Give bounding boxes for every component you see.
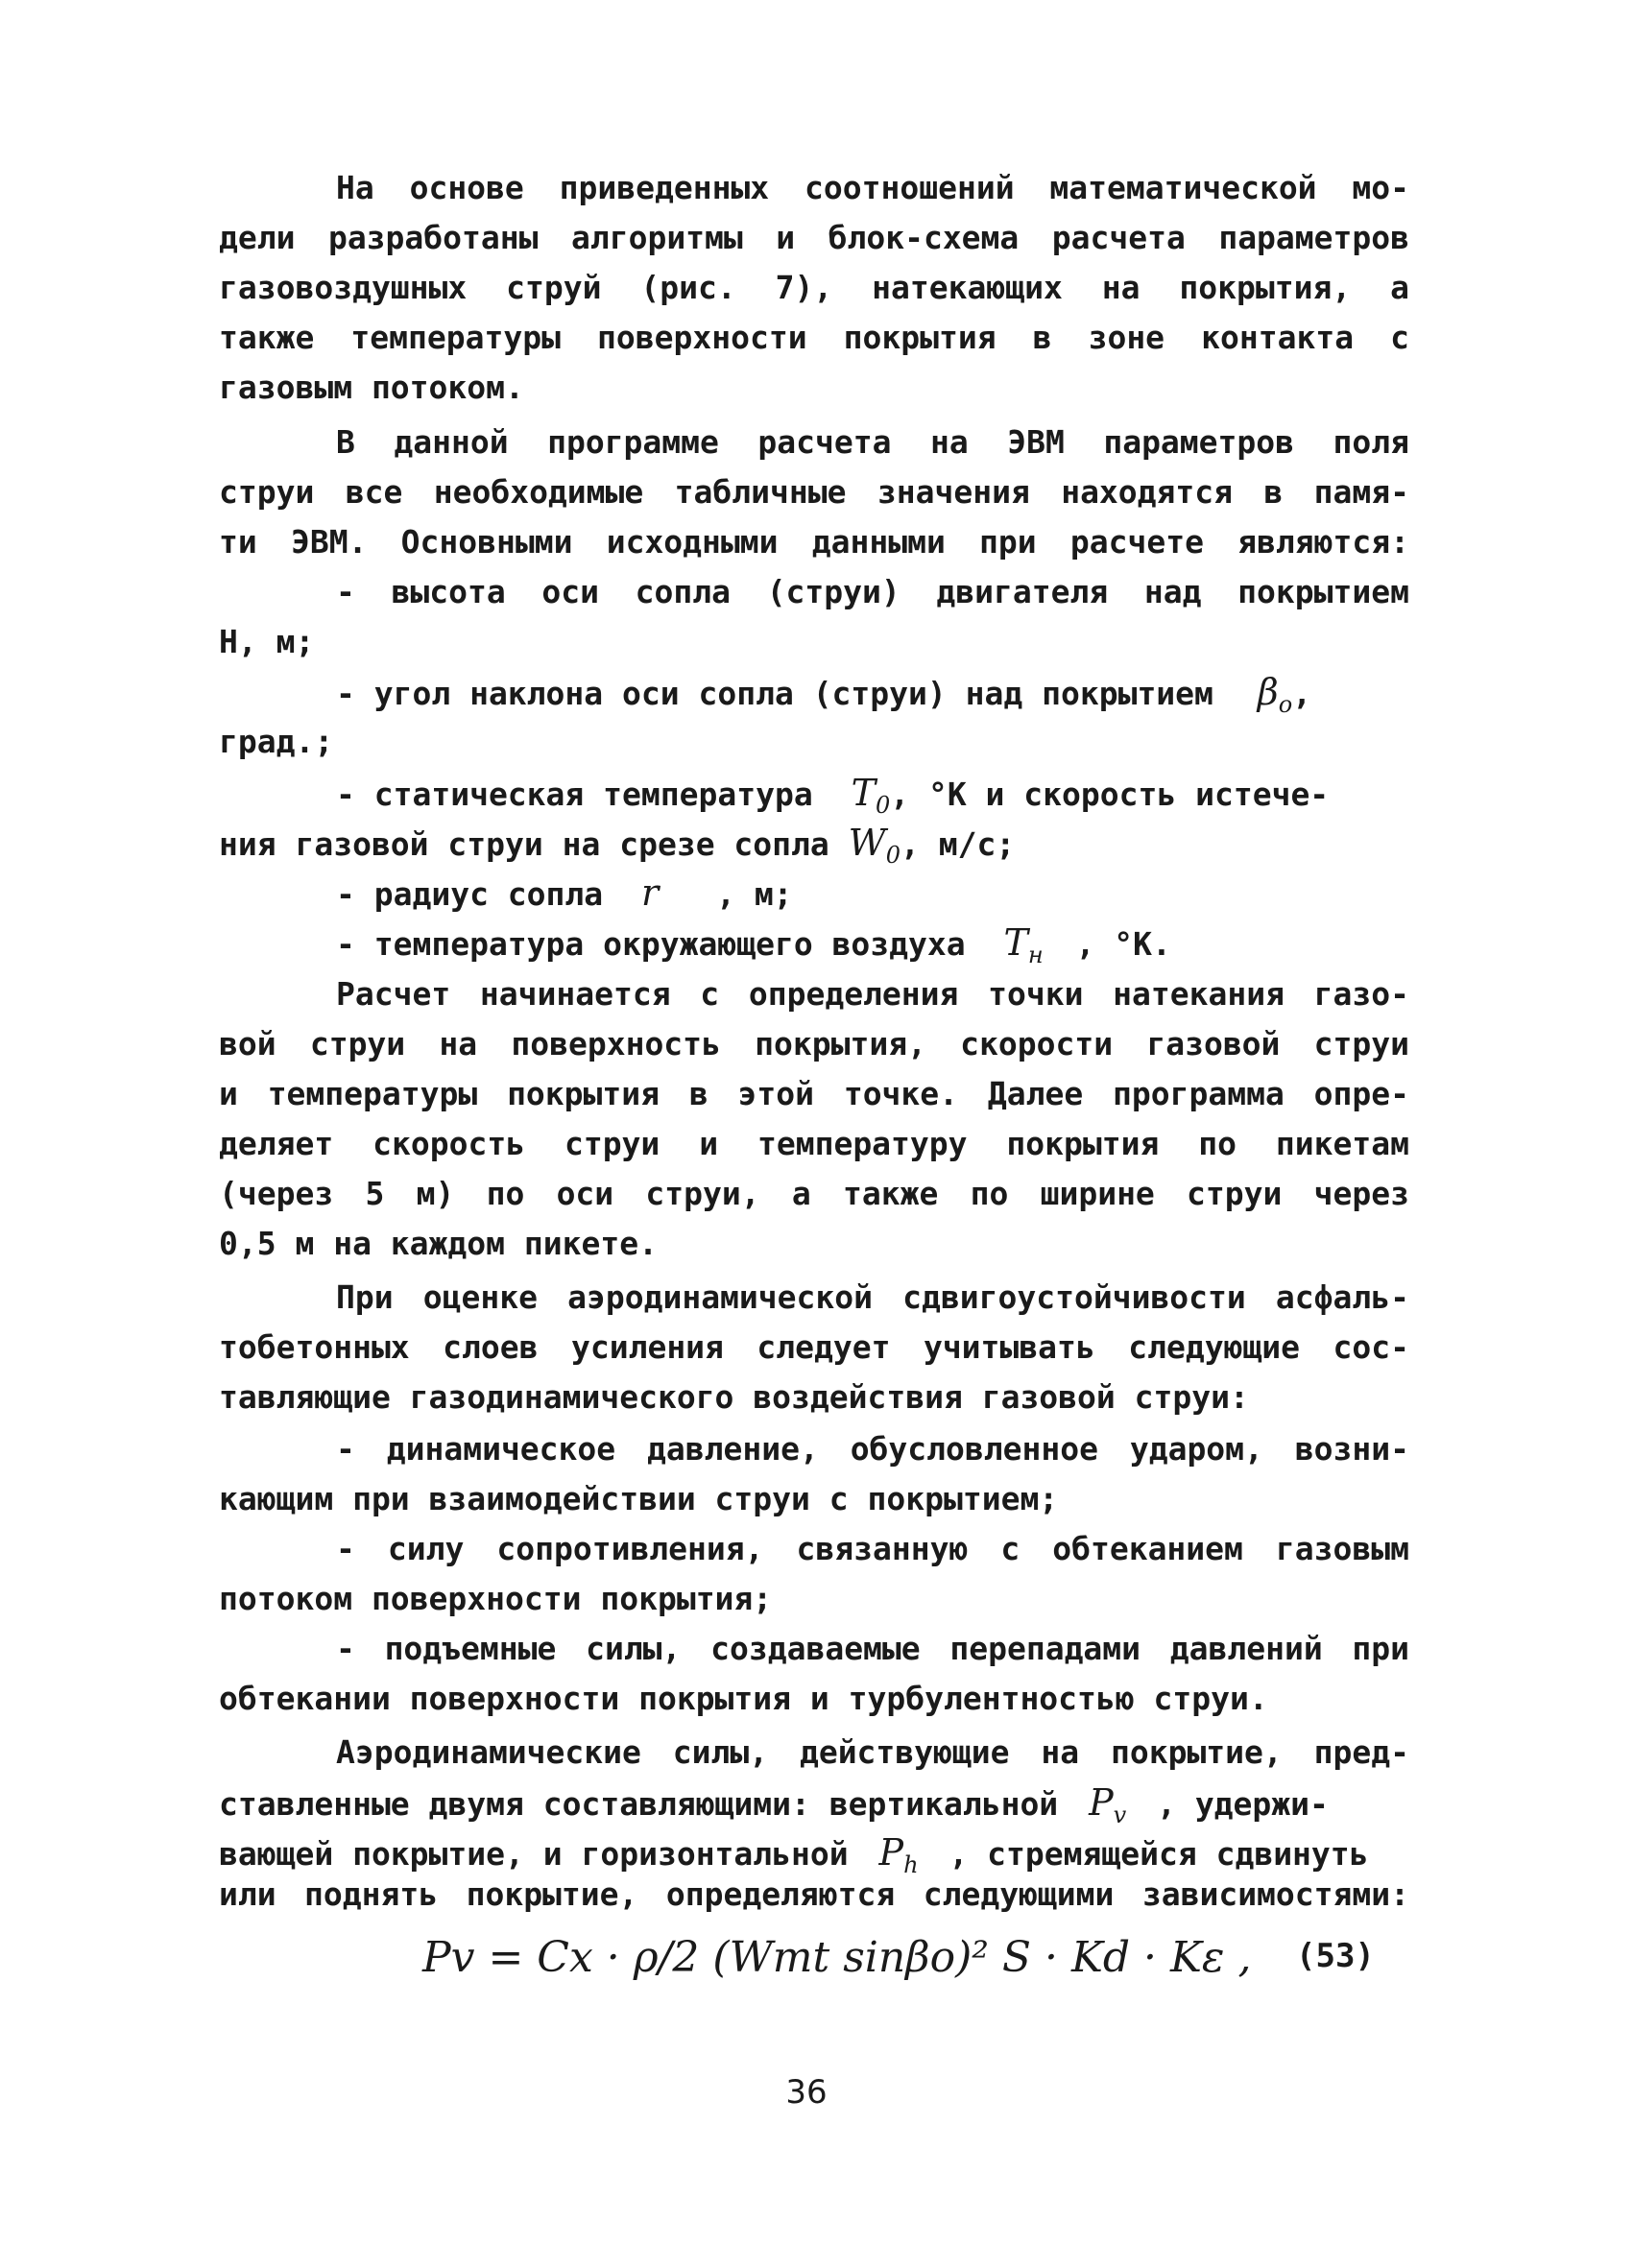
page-number: 36 [785,2073,828,2112]
list1-item2-text: - угол наклона оси сопла (струи) над покрытием [336,675,1213,712]
t0-subscript: 0 [875,792,891,819]
equation-number: (53) [1296,1937,1375,1975]
list2-item2-line2: потоком поверхности покрытия; [219,1580,773,1617]
paragraph-5-line-3-text: вающей покрытие, и горизонтальной [219,1835,849,1873]
pv-subscript: v [1113,1802,1127,1828]
paragraph-3-line-2: вой струи на поверхность покрытия, скорости газовой струи [219,1025,1409,1062]
paragraph-2-line-3: ти ЭВМ. Основными исходными данными при расчете являются: [219,523,1409,561]
paragraph-4-line-1: При оценке аэродинамической сдвигоустойчивости асфаль- [336,1278,1409,1316]
r-symbol: r [641,871,660,914]
list1-item5-text: - температура окружающего воздуха [336,925,966,963]
list1-item1-line1: - высота оси сопла (струи) двигателя над покрытием [336,573,1409,610]
paragraph-5-line-3-end: , стремящейся сдвинуть [949,1835,1369,1873]
list1-item4 [336,868,1409,919]
list1-item2-comma: , [1292,675,1312,712]
tn-subscript: н [1027,942,1044,968]
list1-item3b-text: ния газовой струи на срезе сопла [219,825,829,863]
paragraph-3-line-4: деляет скорость струи и температуру покрытия по пикетам [219,1125,1409,1162]
w0-symbol: W [848,822,886,864]
list1-item3-text: - статическая температура [336,776,813,813]
paragraph-3-line-5: (через 5 м) по оси струи, а также по ширине струи через [219,1175,1409,1212]
pv-symbol: P [1089,1781,1114,1824]
paragraph-1-line-2: дели разработаны алгоритмы и блок-схема расчета параметров [219,219,1409,256]
paragraph-5-line-1: Аэродинамические силы, действующие на покрытие, пред- [336,1733,1409,1771]
list2-item2-line1: - силу сопротивления, связанную с обтеканием газовым [336,1530,1409,1567]
list1-item5-unit: , °К. [1075,925,1171,963]
list1-item4-text: - радиус сопла [336,875,604,913]
paragraph-4-line-3: тавляющие газодинамического воздействия газовой струи: [219,1378,1249,1416]
paragraph-1-line-5: газовым потоком. [219,369,524,406]
paragraph-3-line-1: Расчет начинается с определения точки натекания газо- [336,975,1409,1013]
t0-symbol: T [851,772,876,814]
list1-item2-line2: град.; [219,723,334,760]
list1-item4-unit: , м; [716,875,793,913]
paragraph-5-line-4: или поднять покрытие, определяются следующими зависимостями: [219,1875,1409,1913]
beta-symbol: β [1257,671,1279,713]
paragraph-1-line-3: газовоздушных струй (рис. 7), натекающих на покрытия, а [219,269,1409,306]
paragraph-1-line-1: На основе приведенных соотношений математической мо- [336,169,1409,206]
paragraph-4-line-2: тобетонных слоев усиления следует учитывать следующие сос- [219,1328,1409,1366]
list2-item3-line1: - подъемные силы, создаваемые перепадами давлений при [336,1630,1409,1667]
list1-item1-line2: H, м; [219,623,315,660]
list1-item3-unit: , °К и скорость истече- [890,776,1330,813]
paragraph-3-line-6: 0,5 м на каждом пикете. [219,1225,658,1262]
ph-subscript: h [903,1851,919,1878]
paragraph-2-line-1: В данной программе расчета на ЭВМ параметров поля [336,423,1409,461]
paragraph-5-line-2-end: , удержи- [1157,1785,1329,1823]
list2-item3-line2: обтекании поверхности покрытия и турбулентностью струи. [219,1680,1268,1717]
list2-item1-line1: - динамическое давление, обусловленное ударом, возни- [336,1430,1409,1468]
list1-item3b-unit: , м/с; [900,825,1016,863]
beta-subscript: o [1278,691,1293,718]
w0-subscript: 0 [885,842,901,869]
paragraph-1-line-4: также температуры поверхности покрытия в зоне контакта с [219,319,1409,356]
list2-item1-line2: кающим при взаимодействии струи с покрытием; [219,1480,1059,1517]
tn-symbol: T [1003,921,1028,964]
formula-53: Pv = Cx · ρ/2 (Wmt sinβo)² S · Kd · Kε , [422,1933,1252,1982]
ph-symbol: P [878,1831,904,1874]
paragraph-2-line-2: струи все необходимые табличные значения находятся в памя- [219,473,1409,511]
paragraph-5-line-2-text: ставленные двумя составляющими: вертикальной [219,1785,1059,1823]
paragraph-3-line-3: и температуры покрытия в этой точке. Далее программа опре- [219,1075,1409,1112]
